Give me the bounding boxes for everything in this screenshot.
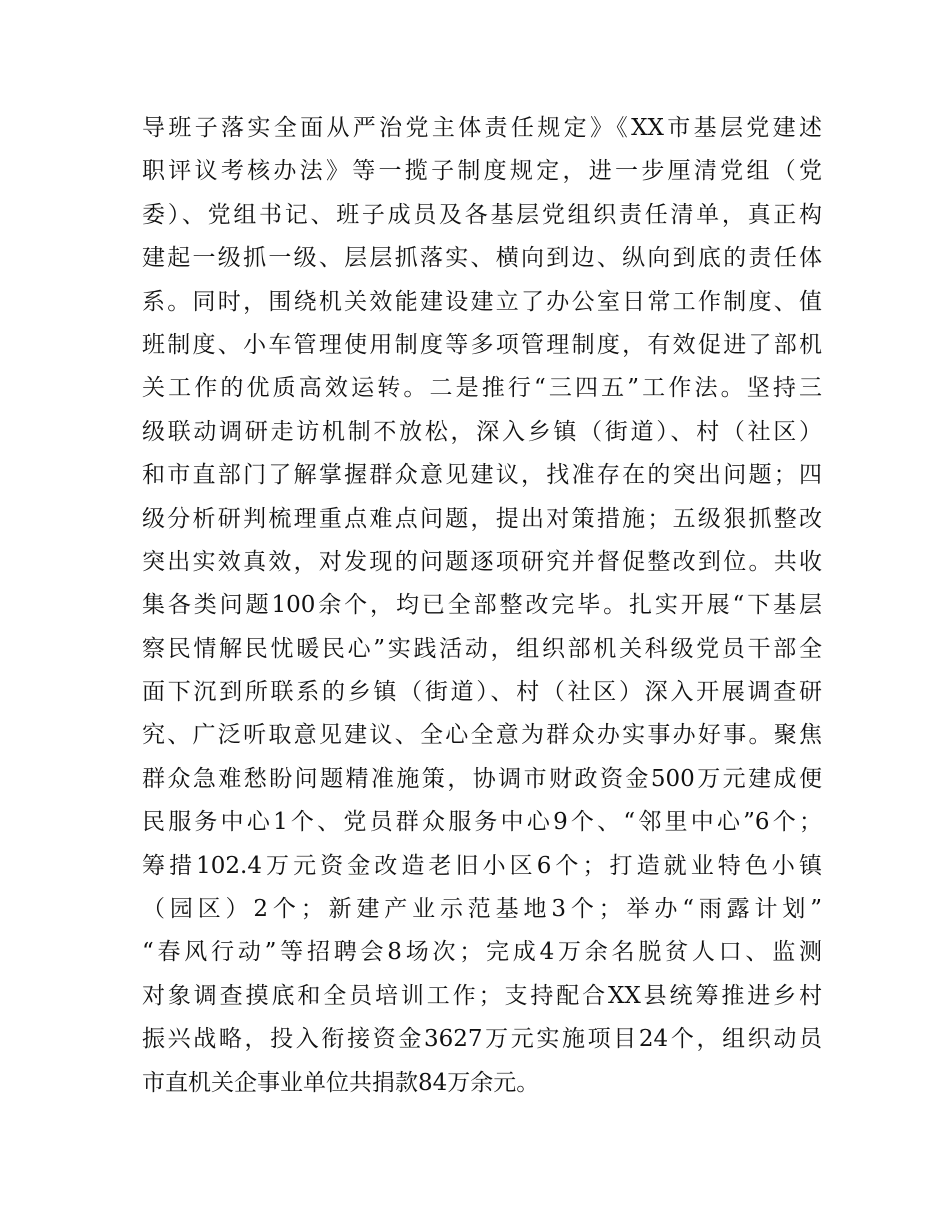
text-line: 民服务中心1个、党员群众服务中心9个、“邻里中心”6个； (142, 809, 822, 836)
text-line: 级分析研判梳理重点难点问题，提出对策措施；五级狠抓整改 (142, 505, 822, 532)
text-line: 系。同时，围绕机关效能建设建立了办公室日常工作制度、值 (142, 288, 822, 315)
text-line: 振兴战略，投入衔接资金3627万元实施项目24个，组织动员 (142, 1026, 822, 1053)
text-line: 筹措102.4万元资金改造老旧小区6个；打造就业特色小镇 (142, 852, 822, 879)
text-line: 对象调查摸底和全员培训工作；支持配合XX县统筹推进乡村 (142, 982, 822, 1009)
text-line: 职评议考核办法》等一揽子制度规定，进一步厘清党组（党 (142, 158, 822, 185)
text-line: 集各类问题100余个，均已全部整改完毕。扎实开展“下基层 (142, 592, 822, 619)
body-paragraph (142, 107, 822, 1105)
text-line: “春风行动”等招聘会8场次；完成4万余名脱贫人口、监测 (142, 939, 822, 966)
text-line: 委）、党组书记、班子成员及各基层党组织责任清单，真正构 (142, 201, 822, 228)
text-line: 突出实效真效，对发现的问题逐项研究并督促整改到位。共收 (142, 548, 822, 575)
text-line: 群众急难愁盼问题精准施策，协调市财政资金500万元建成便 (142, 765, 822, 792)
text-line-last: 市直机关企事业单位共捐款84万余元。 (142, 1069, 540, 1096)
text-line: 关工作的优质高效运转。二是推行“三四五”工作法。坚持三 (142, 375, 822, 402)
text-line: 面下沉到所联系的乡镇（街道）、村（社区）深入开展调查研 (142, 679, 822, 706)
text-line: （园区）2个；新建产业示范基地3个；举办“雨露计划” (142, 896, 822, 923)
text-line: 和市直部门了解掌握群众意见建议，找准存在的突出问题；四 (142, 462, 822, 489)
text-line: 级联动调研走访机制不放松，深入乡镇（街道）、村（社区） (142, 418, 822, 445)
text-line: 班制度、小车管理使用制度等多项管理制度，有效促进了部机 (142, 331, 822, 358)
text-line: 建起一级抓一级、层层抓落实、横向到边、纵向到底的责任体 (142, 245, 822, 272)
text-line: 究、广泛听取意见建议、全心全意为群众办实事办好事。聚焦 (142, 722, 822, 749)
text-line: 察民情解民忧暖民心”实践活动，组织部机关科级党员干部全 (142, 635, 822, 662)
text-line: 导班子落实全面从严治党主体责任规定》《XX市基层党建述 (142, 115, 822, 141)
